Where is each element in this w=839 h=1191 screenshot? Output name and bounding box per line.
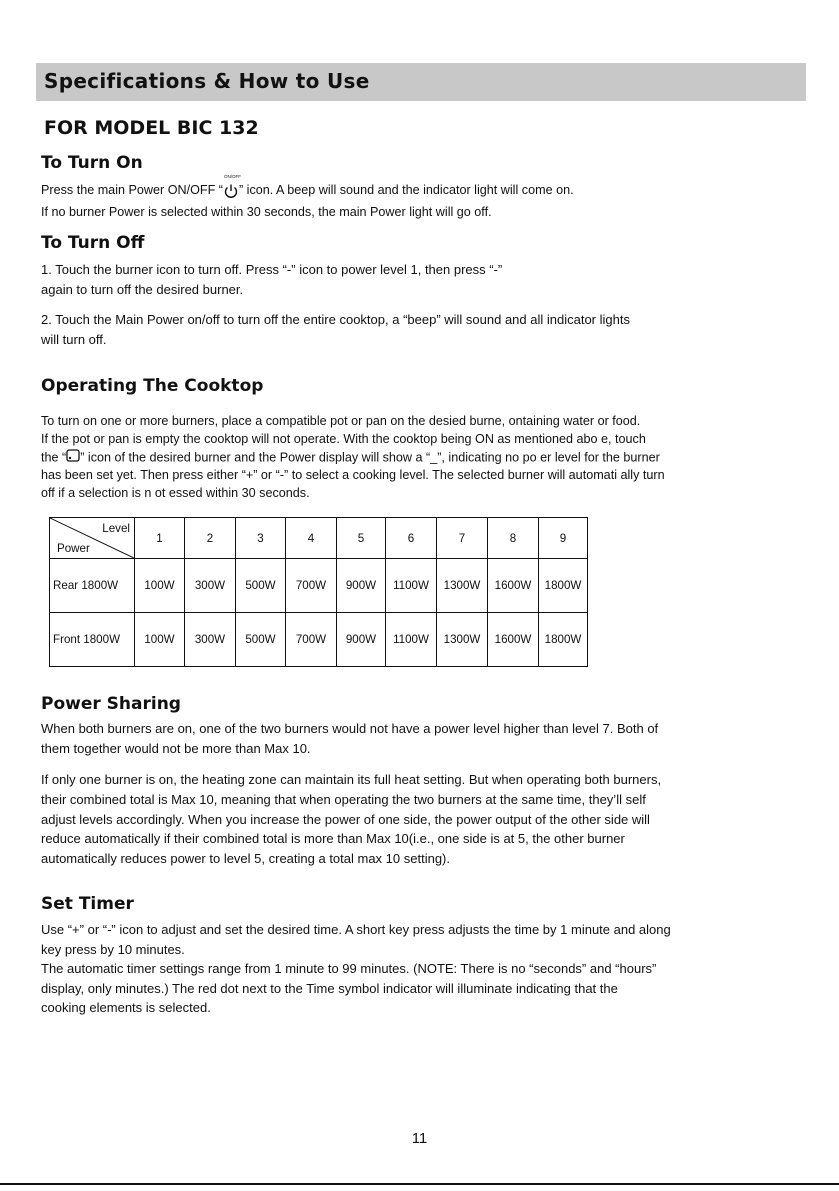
level-header: 7 <box>437 518 488 559</box>
set-timer-line-2: key press by 10 minutes. <box>41 942 185 957</box>
power-icon-caption: ON/OFF <box>223 174 241 180</box>
table-cell: 1600W <box>488 559 539 613</box>
power-sharing-p2-line-5: automatically reduces power to level 5, creating a total max 10 setting). <box>41 851 450 866</box>
set-timer-line-4: display, only minutes.) The red dot next to the Time symbol indicator will illuminate indicating that the <box>41 981 618 996</box>
operating-line-3 <box>41 449 821 467</box>
set-timer-line-5: cooking elements is selected. <box>41 1000 211 1015</box>
row-label: Rear 1800W <box>50 559 135 613</box>
set-timer-line-1: Use “+” or “-” icon to adjust and set the desired time. A short key press adjusts the time by 1 minute and along <box>41 922 671 937</box>
power-sharing-p2-line-3: adjust levels accordingly. When you increase the power of one side, the power output of the other side will <box>41 812 650 827</box>
table-cell: 100W <box>135 613 185 667</box>
power-sharing-heading: Power Sharing <box>41 694 181 714</box>
level-header: 2 <box>185 518 236 559</box>
table-header-row <box>50 518 588 559</box>
model-heading: FOR MODEL BIC 132 <box>44 117 259 139</box>
level-header: 8 <box>488 518 539 559</box>
level-header: 1 <box>135 518 185 559</box>
turn-off-p2-line-2: will turn off. <box>41 332 107 347</box>
table-cell: 1600W <box>488 613 539 667</box>
table-cell: 1300W <box>437 559 488 613</box>
operating-line-1: To turn on one or more burners, place a compatible pot or pan on the desied burne, ontaining water or food. <box>41 414 641 428</box>
power-sharing-p1-line-2: them together would not be more than Max 10. <box>41 741 311 756</box>
burner-icon <box>66 449 80 467</box>
level-header: 9 <box>539 518 588 559</box>
operating-heading: Operating The Cooktop <box>41 376 264 396</box>
turn-on-heading: To Turn On <box>41 153 143 173</box>
operating-line-5: off if a selection is n ot essed within 30 seconds. <box>41 486 310 500</box>
turn-on-line-1-post: ” icon. A beep will sound and the indicator light will come on. <box>238 183 574 197</box>
set-timer-heading: Set Timer <box>41 894 134 914</box>
table-cell: 1800W <box>539 613 588 667</box>
power-sharing-p2-line-1: If only one burner is on, the heating zone can maintain its full heat setting. But when operating both burners, <box>41 772 662 787</box>
operating-line-2: If the pot or pan is empty the cooktop will not operate. With the cooktop being ON as mentioned abo e, touch <box>41 432 646 446</box>
power-sharing-p1-line-1: When both burners are on, one of the two burners would not have a power level higher than level 7. Both of <box>41 721 659 736</box>
page-number: 11 <box>411 1130 428 1147</box>
level-header: 6 <box>386 518 437 559</box>
table-cell: 1100W <box>386 613 437 667</box>
set-timer-line-3: The automatic timer settings range from 1 minute to 99 minutes. (NOTE: There is no “seconds” and “hours” <box>41 961 657 976</box>
section-banner <box>36 63 806 101</box>
row-label: Front 1800W <box>50 613 135 667</box>
turn-off-p1-line-2: again to turn off the desired burner. <box>41 282 244 297</box>
operating-line-3-pre: the “ <box>41 450 67 465</box>
turn-on-line-1-pre: Press the main Power ON/OFF “ <box>41 183 223 197</box>
table-cell: 300W <box>185 559 236 613</box>
page-title: Specifications & How to Use <box>44 69 370 93</box>
table-cell: 500W <box>236 559 286 613</box>
corner-power-label: Power <box>57 542 90 555</box>
level-header: 5 <box>337 518 386 559</box>
table-cell: 700W <box>286 559 337 613</box>
operating-line-3-post: ” icon of the desired burner and the Power display will show a “_”, indicating no po er level for the burner <box>80 450 660 465</box>
table-cell: 900W <box>337 559 386 613</box>
table-cell: 300W <box>185 613 236 667</box>
turn-on-line-2: If no burner Power is selected within 30 seconds, the main Power light will go off. <box>41 205 492 219</box>
table-row <box>50 613 588 667</box>
bottom-rule <box>0 1183 839 1185</box>
level-header: 4 <box>286 518 337 559</box>
turn-off-p2-line-1: 2. Touch the Main Power on/off to turn off the entire cooktop, a “beep” will sound and all indicator lights <box>41 312 630 327</box>
turn-on-line-1 <box>41 174 821 199</box>
table-cell: 1300W <box>437 613 488 667</box>
power-sharing-p2-line-2: their combined total is Max 10, meaning that when operating the two burners at the same time, they’ll self <box>41 792 646 807</box>
table-cell: 1800W <box>539 559 588 613</box>
corner-level-label: Level <box>102 522 130 535</box>
table-cell: 100W <box>135 559 185 613</box>
table-row <box>50 559 588 613</box>
table-cell: 900W <box>337 613 386 667</box>
table-corner-cell <box>50 518 135 559</box>
level-header: 3 <box>236 518 286 559</box>
operating-line-4: has been set yet. Then press either “+” or “-” to select a cooking level. The selected burner will automati ally turn <box>41 468 665 482</box>
turn-off-p1-line-1: 1. Touch the burner icon to turn off. Press “-” icon to power level 1, then press “-” <box>41 262 503 277</box>
table-cell: 500W <box>236 613 286 667</box>
power-level-table <box>49 517 588 667</box>
power-icon <box>223 174 241 199</box>
power-sharing-p2-line-4: reduce automatically if their combined total is more than Max 10(i.e., one side is at 5, the other burner <box>41 831 625 846</box>
table-cell: 1100W <box>386 559 437 613</box>
turn-off-heading: To Turn Off <box>41 233 145 253</box>
table-cell: 700W <box>286 613 337 667</box>
